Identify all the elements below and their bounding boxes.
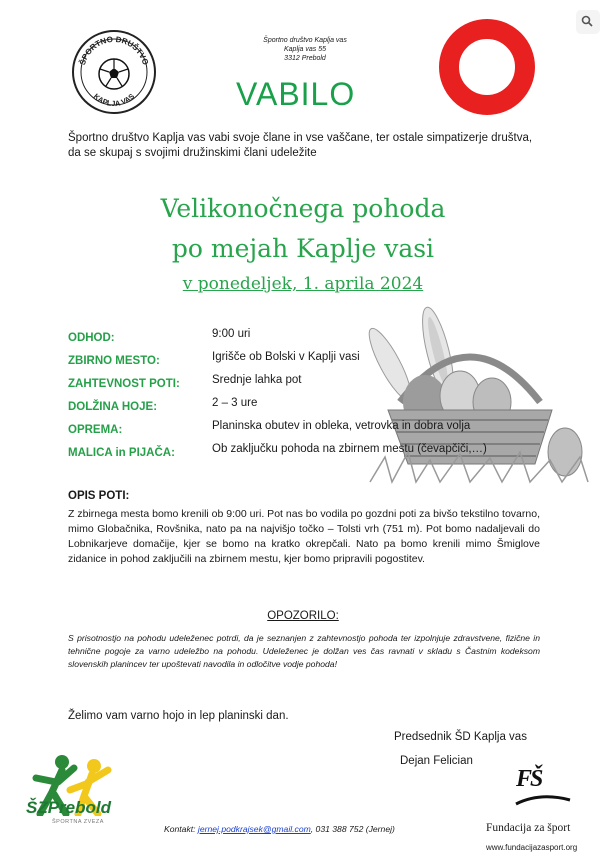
- route-text: Z zbirnega mesta bomo krenili ob 9:00 uri. Pot nas bo vodila po gozdni poti za bivšo tekstilno tovarno, mimo Globačnika, Rovšnika, nato pa na najvišjo točko – Tolsti vrh (751 m). Pot bomo nadaljevali do Lobnikarjeve domačije, kjer se bomo na kratko okrepčali. Nato pa bomo krenili mimo Šmiglove zidanice in pohod zaključili na zbirnem mestu, kjer bomo pripravili pogostitev.: [68, 508, 540, 565]
- club-address: [230, 36, 380, 63]
- address-line: Kaplja vas 55: [283, 46, 327, 53]
- image-options-icon[interactable]: [576, 10, 600, 34]
- fundacija-url: www.fundacijazasport.org: [486, 843, 578, 852]
- contact-label: Kontakt:: [164, 824, 196, 834]
- detail-value: Planinska obutev in obleka, vetrovka in dobra volja: [212, 420, 471, 432]
- sz-prebold-logo: [22, 752, 132, 842]
- fundacija-name: Fundacija za šport: [486, 822, 571, 834]
- signature-title: Predsednik ŠD Kaplja vas: [394, 731, 527, 743]
- detail-label: ZBIRNO MESTO:: [68, 355, 160, 367]
- fundacija-logo: [484, 760, 600, 860]
- fundacija-mark: FŠ: [516, 766, 542, 792]
- detail-row: [68, 374, 538, 397]
- club-logo-text-top: ŠPORTNO DRUŠTVO: [77, 34, 151, 67]
- address-line: Športno društvo Kaplja vas: [263, 37, 347, 44]
- signature-name: Dejan Felician: [400, 755, 473, 767]
- contact-phone: , 031 388 752 (Jernej): [310, 824, 395, 834]
- detail-label: MALICA in PIJAČA:: [68, 447, 175, 459]
- detail-value: Ob zaključku pohoda na zbirnem mestu (čevapčiči,…): [212, 443, 487, 455]
- intro-text: Športno društvo Kaplja vas vabi svoje člane in vse vaščane, ter ostale simpatizerje društva, da se skupaj s svojimi družinskimi člani udeležite: [68, 132, 533, 159]
- detail-label: DOLŽINA HOJE:: [68, 401, 158, 413]
- closing-text: Želimo vam varno hojo in lep planinski dan.: [68, 710, 289, 722]
- contact-email-link[interactable]: jernej.podkrajsek@gmail.com: [197, 824, 311, 834]
- detail-row: [68, 328, 538, 351]
- event-details: [68, 328, 538, 466]
- detail-label: ZAHTEVNOST POTI:: [68, 378, 180, 390]
- red-ring-logo: [438, 18, 536, 116]
- event-title-line1: Velikonočnega pohoda: [160, 194, 446, 223]
- sz-prebold-text: ŠZPrebold: [26, 798, 112, 817]
- address-line: 3312 Prebold: [284, 55, 326, 62]
- club-logo: [70, 28, 158, 116]
- warning-text: S prisotnostjo na pohodu udeleženec potrdi, da je seznanjen z zahtevnostjo pohoda ter izpolnjuje zdravstvene, fizične in tehnične pogoje za varno udeležbo na pohodu. Udeleženec je dolžan ves čas ravnati v skladu s Častnim kodeksom slovenskih planincev ter upoštevati navodila in odločitve vodje pohoda!: [68, 633, 540, 669]
- detail-row: [68, 351, 538, 374]
- detail-value: 2 – 3 ure: [212, 397, 258, 409]
- page-title: VABILO: [236, 76, 356, 112]
- club-logo-text-bottom: KAPLJA VAS: [91, 91, 137, 109]
- detail-row: [68, 443, 538, 466]
- sz-prebold-subtext: ŠPORTNA ZVEZA: [52, 819, 104, 825]
- event-title-line2: po mejah Kaplje vasi: [171, 234, 435, 263]
- detail-value: 9:00 uri: [212, 328, 251, 340]
- warning-heading: OPOZORILO:: [267, 610, 339, 622]
- detail-row: [68, 420, 538, 443]
- contact-line: [164, 824, 395, 834]
- detail-label: OPREMA:: [68, 424, 123, 436]
- detail-value: Igrišče ob Bolski v Kaplji vasi: [212, 351, 360, 363]
- event-date: v ponedeljek, 1. aprila 2024: [182, 274, 424, 294]
- route-heading: OPIS POTI:: [68, 490, 130, 502]
- detail-value: Srednje lahka pot: [212, 374, 302, 386]
- detail-label: ODHOD:: [68, 332, 115, 344]
- detail-row: [68, 397, 538, 420]
